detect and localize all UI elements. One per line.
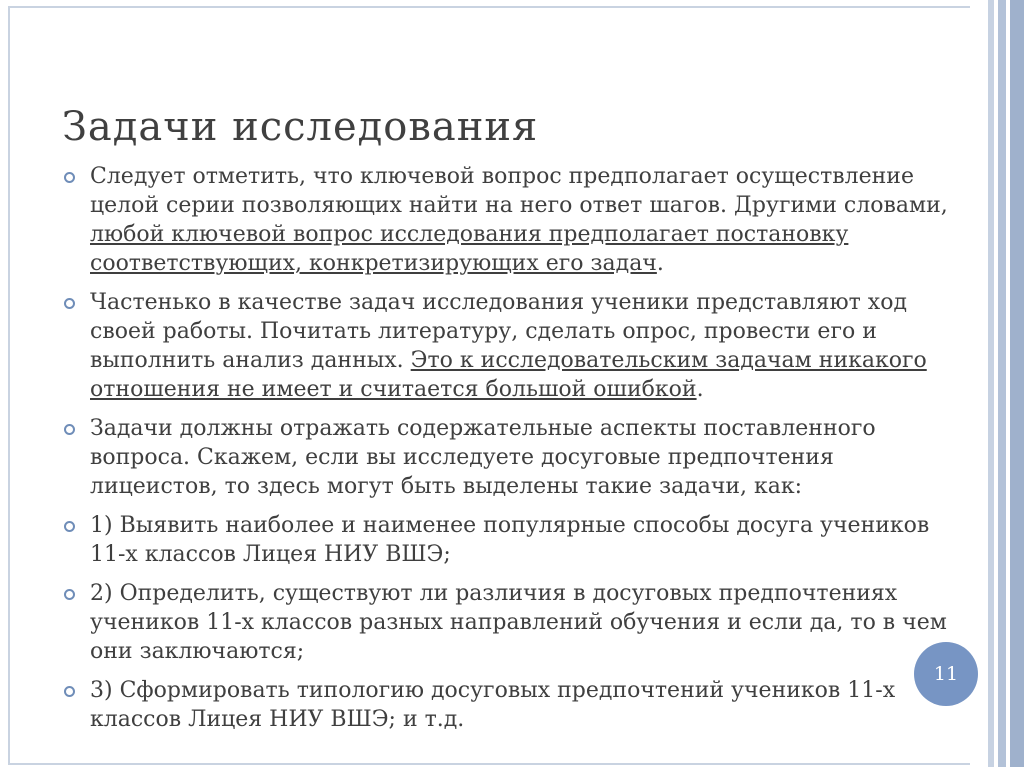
bullet-marker-icon [64,521,75,532]
slide-title: Задачи исследования [62,104,539,150]
bullet-item-5 [62,579,952,666]
bullet-text: Следует отметить, что ключевой вопрос предполагает осуществление целой серии позволяющих найти на него ответ шагов. Другими словами, [90,164,948,218]
bullet-marker-icon [64,172,75,183]
bullet-text: Задачи должны отражать содержательные аспекты поставленного вопроса. Скажем, если вы исследуете досуговые предпочтения лицеистов, то здесь могут быть выделены такие задачи, как: [90,416,876,499]
bullet-marker-icon [64,298,75,309]
bullet-underlined-text: любой ключевой вопрос исследования предполагает постановку соответствующих, конкретизирующих его задач [90,222,849,276]
bullet-text: 1) Выявить наиболее и наименее популярные способы досуга учеников 11-х классов Лицея НИУ ВШЭ; [90,513,930,567]
bullet-marker-icon [64,686,75,697]
page-number-badge: 11 [914,642,978,706]
bullet-item-1 [62,162,952,278]
bullet-item-2 [62,288,952,404]
bullet-item-6 [62,676,952,734]
decorative-stripes [984,0,1024,767]
bullet-text: Частенько в качестве задач исследования ученики представляют ход своей работы. Почитать литературу, сделать опрос, провести его и выполнить анализ данных. [90,290,907,373]
bullet-text: 2) Определить, существуют ли различия в досуговых предпочтениях учеников 11-х классов разных направлений обучения и если да, то в чем они заключаются; [90,581,947,664]
bullet-marker-icon [64,589,75,600]
bullet-underlined-text: Это к исследовательским задачам никакого отношения не имеет и считается большой ошибкой [90,348,927,402]
bullet-marker-icon [64,424,75,435]
bullet-text-end: . [656,251,664,276]
bullet-text-end: . [696,377,704,402]
bullet-list [62,162,952,744]
bullet-text: 3) Сформировать типологию досуговых предпочтений учеников 11-х классов Лицея НИУ ВШЭ; и т.д. [90,678,896,732]
bullet-item-3 [62,414,952,501]
bullet-item-4 [62,511,952,569]
